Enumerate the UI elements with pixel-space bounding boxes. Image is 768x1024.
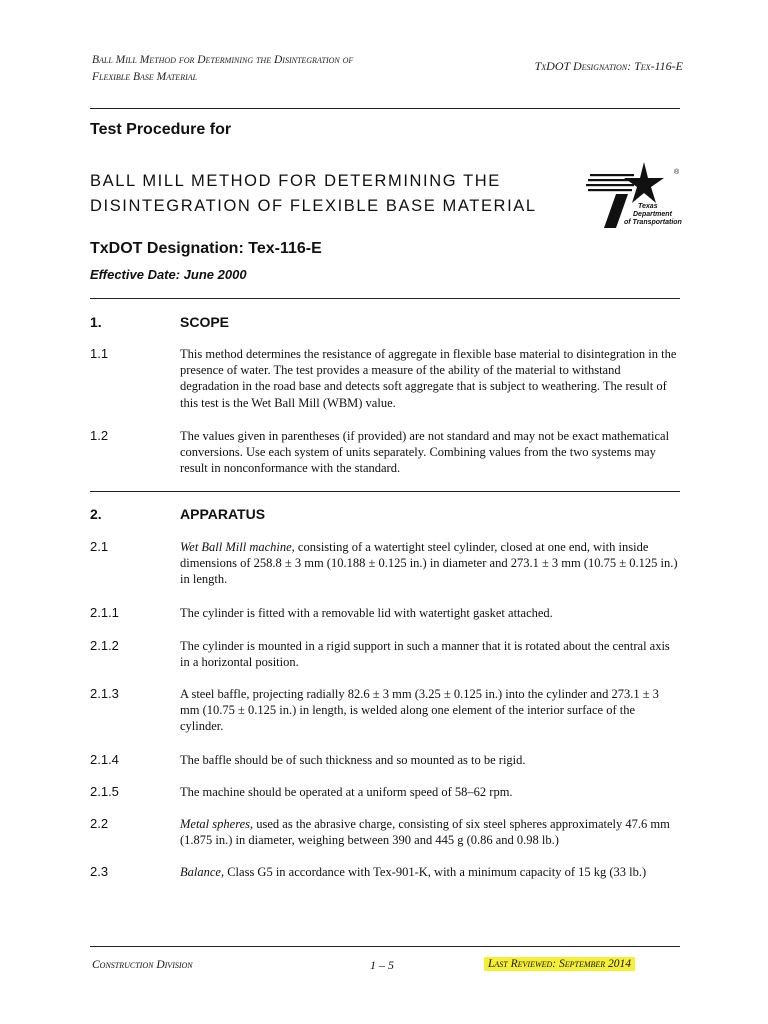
item-paragraph: The baffle should be of such thickness and so mounted as to be rigid. [180,753,526,767]
logo-text-line2: Department [633,211,672,218]
effective-date: Effective Date: June 2000 [90,267,247,282]
running-header-designation: TxDOT Designation: Tex-116-E [534,59,683,73]
item-lead-term: Balance, [180,865,225,879]
designation-heading: TxDOT Designation: Tex-116-E [90,240,322,257]
item-paragraph: The cylinder is fitted with a removable lid with watertight gasket attached. [180,606,553,620]
section-heading-scope: SCOPE [180,314,230,330]
section-number: 1. [90,314,102,330]
item-body: , consisting of a watertight steel cylinder, closed at one end, with inside dimensions of 258.8 ± 3 mm (10.188 ± 0.125 in.) in diameter and 273.1 ± 3 mm (10.75 ± 0.125 in.) in length. [180,540,678,587]
last-reviewed-badge: Last Reviewed: September 2014 [484,957,635,971]
item-number: 2.2 [90,816,109,831]
page-title [90,169,590,219]
item-paragraph: A steel baffle, projecting radially 82.6 ± 3 mm (3.25 ± 0.125 in.) into the cylinder and 273.1 ± 3 mm (10.75 ± 0.125 in.) in length, is welded along one element of the interior surface of the cylinder. [180,687,659,734]
running-header-line1: Ball Mill Method for Determining the Disintegration of [92,54,354,66]
section-number: 2. [90,506,102,522]
item-number: 2.1.1 [90,605,119,620]
running-header-title [92,52,472,86]
texas-dot-star-logo-icon [586,160,682,230]
item-number: 2.1.2 [90,638,119,653]
item-paragraph [180,864,680,880]
item-body: Class G5 in accordance with Tex-901-K, with a minimum capacity of 15 kg (33 lb.) [224,865,647,879]
item-number: 2.3 [90,864,109,879]
item-number: 2.1.4 [90,752,119,767]
section-heading-apparatus: APPARATUS [180,506,266,522]
item-number: 2.1.3 [90,686,119,701]
page-title-line2: DISINTEGRATION OF FLEXIBLE BASE MATERIAL [90,197,537,215]
item-paragraph [180,816,680,848]
item-paragraph: The machine should be operated at a uniform speed of 58–62 rpm. [180,785,513,799]
logo-text-line1: Texas [638,203,658,210]
item-lead-term: Wet Ball Mill machine [180,540,292,554]
item-lead-term: Metal spheres [180,817,251,831]
logo-text-line3: of Transportation [624,219,682,226]
item-number: 1.1 [90,346,109,361]
item-number: 2.1.5 [90,784,119,799]
running-header-line2: Flexible Base Material [92,71,198,83]
item-paragraph: The values given in parentheses (if provided) are not standard and may not be exact mathematical conversions. Use each system of units separately. Combining values from the two systems may result in nonconformance with the standard. [180,429,670,476]
registered-mark: ® [674,169,680,176]
item-number: 1.2 [90,428,109,443]
item-paragraph: The cylinder is mounted in a rigid support in such a manner that it is rotated about the central axis in a horizontal position. [180,639,670,670]
item-number: 2.1 [90,539,109,554]
item-paragraph [180,539,680,588]
page-title-line1: BALL MILL METHOD FOR DETERMINING THE [90,172,501,190]
page-number: 1 – 5 [370,958,394,972]
header-divider [90,108,680,109]
item-body: , used as the abrasive charge, consisting of six steel spheres approximately 47.6 mm (1.875 in.) in diameter, weighing between 390 and 445 g (0.86 and 0.98 lb.) [180,817,670,848]
item-paragraph: This method determines the resistance of aggregate in flexible base material to disintegration in the presence of water. The test provides a measure of the ability of the material to withstand degradation in the road base and detects soft aggregate that is subject to weathering. The result of this test is the Wet Ball Mill (WBM) value. [180,347,677,410]
section-divider [90,491,680,492]
footer-divider [90,946,680,947]
footer-division: Construction Division [92,959,193,971]
test-procedure-label: Test Procedure for [90,121,232,138]
title-divider [90,298,680,299]
